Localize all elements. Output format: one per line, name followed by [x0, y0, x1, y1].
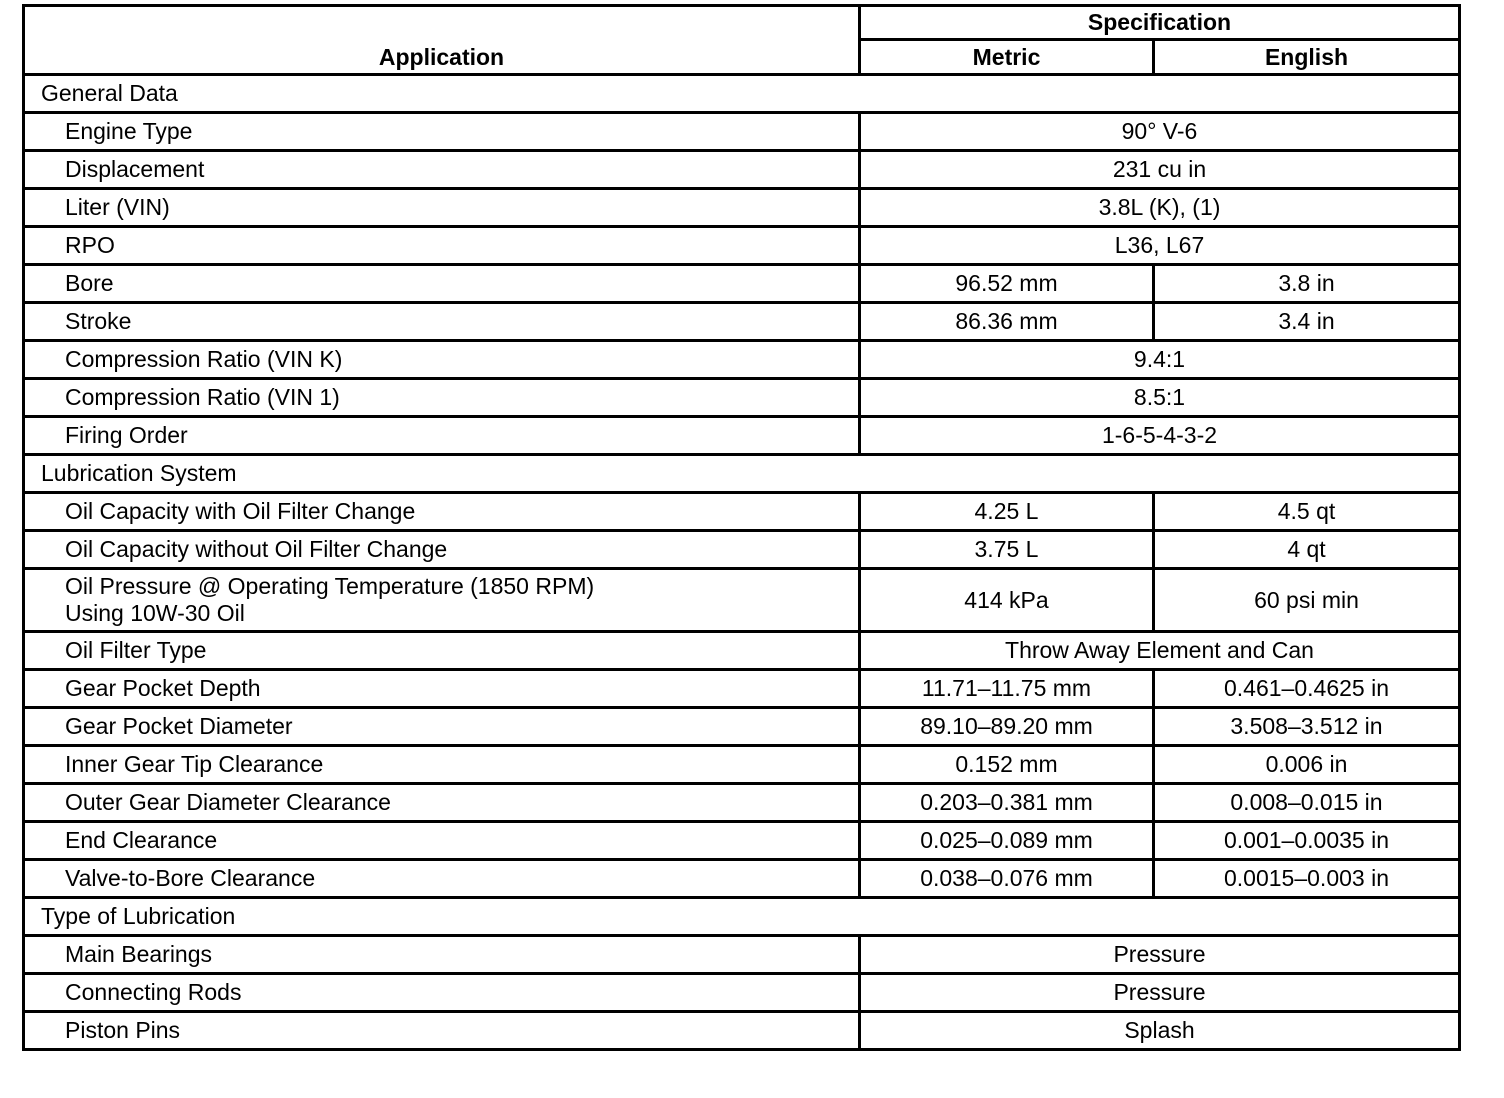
section-row: [24, 898, 1460, 936]
metric-value: 86.36 mm: [860, 303, 1154, 341]
metric-value: 3.75 L: [860, 531, 1154, 569]
table-row: [24, 860, 1460, 898]
metric-value: 4.25 L: [860, 493, 1154, 531]
row-value: 9.4:1: [860, 341, 1460, 379]
row-label: Gear Pocket Depth: [24, 670, 860, 708]
section-row: [24, 75, 1460, 113]
english-value: 3.4 in: [1154, 303, 1460, 341]
row-label: Oil Capacity with Oil Filter Change: [24, 493, 860, 531]
section-title: Lubrication System: [24, 455, 1460, 493]
table-row: [24, 113, 1460, 151]
english-value: 4 qt: [1154, 531, 1460, 569]
row-label: Compression Ratio (VIN K): [24, 341, 860, 379]
row-label: Main Bearings: [24, 936, 860, 974]
english-value: 0.006 in: [1154, 746, 1460, 784]
row-value: 1-6-5-4-3-2: [860, 417, 1460, 455]
row-label: Inner Gear Tip Clearance: [24, 746, 860, 784]
section-title: General Data: [24, 75, 1460, 113]
table-row: [24, 417, 1460, 455]
table-row: [24, 265, 1460, 303]
english-column-header: English: [1154, 40, 1460, 75]
metric-value: 0.038–0.076 mm: [860, 860, 1154, 898]
table-row: [24, 303, 1460, 341]
row-value: Pressure: [860, 974, 1460, 1012]
application-column-header: Application: [24, 6, 860, 75]
english-value: 60 psi min: [1154, 569, 1460, 632]
english-value: 0.008–0.015 in: [1154, 784, 1460, 822]
metric-value: 0.025–0.089 mm: [860, 822, 1154, 860]
table-row: [24, 974, 1460, 1012]
table-row: [24, 189, 1460, 227]
table-row: [24, 632, 1460, 670]
metric-value: 414 kPa: [860, 569, 1154, 632]
row-label: Outer Gear Diameter Clearance: [24, 784, 860, 822]
table-row: [24, 822, 1460, 860]
row-value: 231 cu in: [860, 151, 1460, 189]
row-label-line-1: Oil Pressure @ Operating Temperature (1850 RPM): [65, 573, 595, 599]
row-label: End Clearance: [24, 822, 860, 860]
table-row: [24, 341, 1460, 379]
table-row: [24, 151, 1460, 189]
table-row: [24, 1012, 1460, 1050]
row-label: Bore: [24, 265, 860, 303]
english-value: 0.001–0.0035 in: [1154, 822, 1460, 860]
table-row: [24, 936, 1460, 974]
english-value: 0.0015–0.003 in: [1154, 860, 1460, 898]
row-label: Gear Pocket Diameter: [24, 708, 860, 746]
metric-value: 0.152 mm: [860, 746, 1154, 784]
specification-header: Specification: [860, 6, 1460, 40]
row-label: Engine Type: [24, 113, 860, 151]
table-row: [24, 708, 1460, 746]
row-label: Oil Capacity without Oil Filter Change: [24, 531, 860, 569]
english-value: 3.8 in: [1154, 265, 1460, 303]
metric-value: 96.52 mm: [860, 265, 1154, 303]
row-label: Compression Ratio (VIN 1): [24, 379, 860, 417]
english-value: 3.508–3.512 in: [1154, 708, 1460, 746]
row-label-line-2: Using 10W-30 Oil: [65, 600, 245, 626]
row-label: [24, 569, 860, 632]
section-row: [24, 455, 1460, 493]
table-row: [24, 379, 1460, 417]
engine-specifications-table: [22, 4, 1461, 1051]
row-label: Displacement: [24, 151, 860, 189]
row-label: Stroke: [24, 303, 860, 341]
row-label: Connecting Rods: [24, 974, 860, 1012]
row-value: Pressure: [860, 936, 1460, 974]
row-value: 90° V-6: [860, 113, 1460, 151]
metric-column-header: Metric: [860, 40, 1154, 75]
english-value: 0.461–0.4625 in: [1154, 670, 1460, 708]
row-value: Throw Away Element and Can: [860, 632, 1460, 670]
english-value: 4.5 qt: [1154, 493, 1460, 531]
table-body: [24, 75, 1460, 1050]
row-label: Valve-to-Bore Clearance: [24, 860, 860, 898]
table-row: [24, 227, 1460, 265]
row-label: RPO: [24, 227, 860, 265]
row-label: Liter (VIN): [24, 189, 860, 227]
table-row: [24, 670, 1460, 708]
row-label: Firing Order: [24, 417, 860, 455]
row-value: 3.8L (K), (1): [860, 189, 1460, 227]
metric-value: 0.203–0.381 mm: [860, 784, 1154, 822]
row-label: Oil Filter Type: [24, 632, 860, 670]
row-value: Splash: [860, 1012, 1460, 1050]
section-title: Type of Lubrication: [24, 898, 1460, 936]
table-row: [24, 531, 1460, 569]
table-row: [24, 569, 1460, 632]
row-value: L36, L67: [860, 227, 1460, 265]
table-row: [24, 784, 1460, 822]
row-label: Piston Pins: [24, 1012, 860, 1050]
row-value: 8.5:1: [860, 379, 1460, 417]
metric-value: 89.10–89.20 mm: [860, 708, 1154, 746]
table-row: [24, 746, 1460, 784]
table-row: [24, 493, 1460, 531]
metric-value: 11.71–11.75 mm: [860, 670, 1154, 708]
